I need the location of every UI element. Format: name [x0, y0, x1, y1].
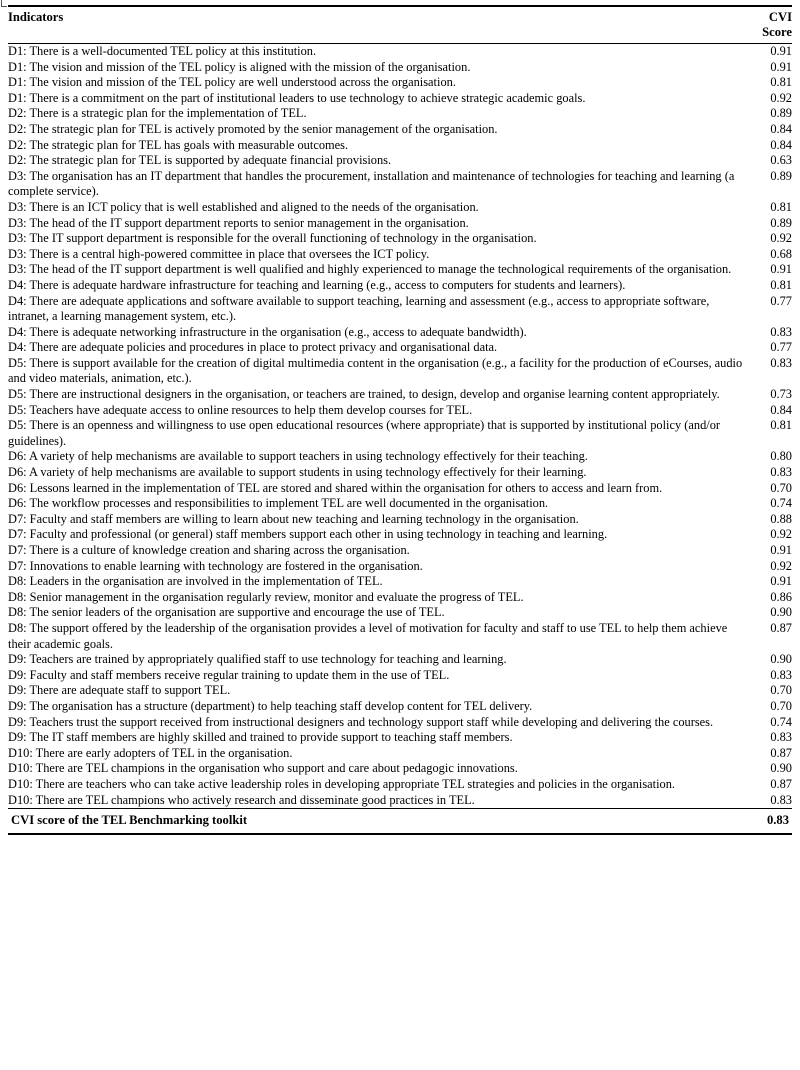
indicator-cell: D9: Teachers are trained by appropriately qualified staff to use technology for teaching and learning.: [8, 652, 507, 667]
total-row: [8, 809, 792, 834]
indicator-cell: D4: There is adequate networking infrastructure in the organisation (e.g., access to adequate bandwidth).: [8, 324, 527, 339]
table-row: [8, 75, 792, 91]
table-row: [8, 418, 792, 449]
cvi-score-cell: 0.88: [770, 511, 792, 526]
table-row: [8, 106, 792, 122]
indicator-cell: D6: A variety of help mechanisms are available to support teachers in using technology effectively for their teaching.: [8, 449, 588, 464]
cvi-score-cell: 0.81: [770, 199, 792, 214]
cvi-score-cell: 0.84: [770, 402, 792, 417]
indicator-cell: D2: There is a strategic plan for the implementation of TEL.: [8, 106, 307, 121]
table-row: [8, 91, 792, 107]
indicator-cell: D9: Teachers trust the support received from instructional designers and technology support staff while developing and delivering the courses.: [8, 714, 714, 729]
indicator-cell: D1: There is a commitment on the part of institutional leaders to use technology to achieve strategic academic goals.: [8, 90, 586, 105]
cvi-score-cell: 0.90: [770, 605, 792, 620]
table-row: [8, 169, 792, 200]
cvi-score-cell: 0.91: [770, 44, 792, 58]
cvi-score-cell: 0.92: [770, 231, 792, 246]
table-row: [8, 138, 792, 154]
indicator-cell: D5: There is an openness and willingness to use open educational resources (where appropriate) that is supported by institutional policy (and/or guidelines).: [8, 418, 721, 448]
table-row: [8, 449, 792, 465]
cvi-score-cell: 0.83: [770, 792, 792, 807]
table-row: [8, 683, 792, 699]
indicator-cell: D3: There is an ICT policy that is well established and aligned to the needs of the organisation.: [8, 199, 479, 214]
table-row: [8, 527, 792, 543]
indicator-cell: D9: The IT staff members are highly skilled and trained to provide support to teaching staff members.: [8, 730, 513, 745]
cvi-score-cell: 0.80: [770, 449, 792, 464]
table-row: [8, 668, 792, 684]
table-row: [8, 231, 792, 247]
indicator-cell: D8: Senior management in the organisation regularly review, monitor and evaluate the progress of TEL.: [8, 589, 524, 604]
cvi-score-cell: 0.83: [770, 730, 792, 745]
cvi-score-cell: 0.91: [770, 59, 792, 74]
table-row: [8, 605, 792, 621]
indicator-cell: D4: There are adequate policies and procedures in place to protect privacy and organisational data.: [8, 340, 498, 355]
cvi-score-cell: 0.74: [770, 496, 792, 511]
table-row: [8, 387, 792, 403]
table-row: [8, 652, 792, 668]
cvi-score-cell: 0.90: [770, 761, 792, 776]
table-row: [8, 262, 792, 278]
indicator-cell: D5: There is support available for the creation of digital multimedia content in the organisation (e.g., a facility for the production of eCourses, audio and video materials, animation, etc.).: [8, 355, 743, 386]
table-row: [8, 559, 792, 575]
table-row: [8, 216, 792, 232]
indicator-cell: D7: Faculty and professional (or general) staff members support each other in using technology in teaching and learning.: [8, 527, 608, 542]
cvi-score-cell: 0.63: [770, 153, 792, 168]
table-row: [8, 403, 792, 419]
indicator-cell: D8: The support offered by the leadership of the organisation provides a level of motivation for faculty and staff to use TEL to help them achieve their academic goals.: [8, 620, 728, 651]
cvi-score-table: [8, 5, 792, 835]
column-header-indicators: Indicators: [8, 6, 750, 44]
table-row: [8, 512, 792, 528]
cvi-score-cell: 0.92: [770, 527, 792, 542]
indicator-cell: D6: A variety of help mechanisms are available to support students in using technology effectively for their learning.: [8, 465, 587, 480]
column-header-cvi-line1: CVI: [768, 10, 792, 24]
indicator-cell: D2: The strategic plan for TEL has goals with measurable outcomes.: [8, 137, 349, 152]
table-body: [8, 44, 792, 809]
table-footer: [8, 809, 792, 834]
indicator-cell: D3: The organisation has an IT department that handles the procurement, installation and maintenance of technologies for teaching and learning (a complete service).: [8, 168, 735, 199]
table-row: [8, 777, 792, 793]
indicator-cell: D1: The vision and mission of the TEL policy is aligned with the mission of the organisation.: [8, 59, 471, 74]
table-row: [8, 44, 792, 60]
cvi-score-cell: 0.87: [770, 745, 792, 760]
indicator-cell: D8: Leaders in the organisation are involved in the implementation of TEL.: [8, 574, 383, 589]
cvi-score-cell: 0.89: [770, 215, 792, 230]
indicator-cell: D3: The IT support department is responsible for the overall functioning of technology in the organisation.: [8, 231, 537, 246]
table-row: [8, 340, 792, 356]
cvi-score-cell: 0.83: [770, 667, 792, 682]
indicator-cell: D10: There are teachers who can take active leadership roles in developing appropriate TEL strategies and policies in the organisation.: [8, 776, 676, 791]
table-row: [8, 247, 792, 263]
cvi-score-cell: 0.84: [770, 121, 792, 136]
cvi-score-cell: 0.70: [770, 480, 792, 495]
cvi-score-cell: 0.84: [770, 137, 792, 152]
indicator-cell: D9: There are adequate staff to support TEL.: [8, 683, 231, 698]
table-row: [8, 153, 792, 169]
table-header: [8, 6, 792, 44]
indicator-cell: D9: The organisation has a structure (department) to help teaching staff develop content for TEL delivery.: [8, 698, 533, 713]
table-row: [8, 356, 792, 387]
table-row: [8, 761, 792, 777]
total-label: CVI score of the TEL Benchmarking toolkit: [8, 809, 750, 834]
table-row: [8, 122, 792, 138]
table-row: [8, 294, 792, 325]
table-row: [8, 574, 792, 590]
cvi-score-cell: 0.91: [770, 574, 792, 589]
cvi-score-cell: 0.87: [770, 620, 792, 635]
indicator-cell: D2: The strategic plan for TEL is supported by adequate financial provisions.: [8, 153, 392, 168]
table-row: [8, 543, 792, 559]
cvi-score-cell: 0.81: [770, 277, 792, 292]
table-row: [8, 746, 792, 762]
column-header-cvi-line2: Score: [762, 25, 792, 39]
column-header-cvi-score: [750, 6, 792, 44]
cvi-score-cell: 0.91: [770, 262, 792, 277]
indicator-cell: D10: There are early adopters of TEL in the organisation.: [8, 745, 293, 760]
indicator-cell: D4: There is adequate hardware infrastructure for teaching and learning (e.g., access to computers for students and learners).: [8, 277, 626, 292]
indicator-cell: D7: There is a culture of knowledge creation and sharing across the organisation.: [8, 543, 410, 557]
cvi-score-cell: 0.77: [770, 293, 792, 308]
indicator-cell: D5: Teachers have adequate access to online resources to help them develop courses for TEL.: [8, 402, 473, 417]
crop-mark: [1, 0, 7, 7]
table-row: [8, 200, 792, 216]
cvi-score-cell: 0.87: [770, 776, 792, 791]
indicator-cell: D4: There are adequate applications and software available to support teaching, learning and assessment (e.g., access to appropriate software, intranet, a learning management system, etc.).: [8, 293, 710, 324]
table-row: [8, 730, 792, 746]
indicator-cell: D1: There is a well-documented TEL policy at this institution.: [8, 44, 317, 58]
indicator-cell: D9: Faculty and staff members receive regular training to update them in the use of TEL.: [8, 667, 450, 682]
indicator-cell: D10: There are TEL champions in the organisation who support and care about pedagogic innovations.: [8, 761, 518, 776]
table-row: [8, 278, 792, 294]
table-row: [8, 715, 792, 731]
table-row: [8, 699, 792, 715]
cvi-score-cell: 0.89: [770, 106, 792, 121]
cvi-score-cell: 0.81: [770, 418, 792, 433]
cvi-score-cell: 0.74: [770, 714, 792, 729]
table-row: [8, 481, 792, 497]
table-header-row: [8, 6, 792, 44]
table-row: [8, 465, 792, 481]
cvi-score-cell: 0.92: [770, 558, 792, 573]
indicator-cell: D3: The head of the IT support department reports to senior management in the organisation.: [8, 215, 469, 230]
cvi-score-cell: 0.83: [770, 355, 792, 370]
cvi-score-cell: 0.92: [770, 90, 792, 105]
cvi-score-cell: 0.81: [770, 75, 792, 90]
table-row: [8, 590, 792, 606]
cvi-score-cell: 0.70: [770, 683, 792, 698]
cvi-score-cell: 0.73: [770, 387, 792, 402]
cvi-score-cell: 0.83: [770, 465, 792, 480]
indicator-cell: D2: The strategic plan for TEL is actively promoted by the senior management of the organisation.: [8, 121, 498, 136]
cvi-score-cell: 0.91: [770, 543, 792, 557]
cvi-score-cell: 0.90: [770, 652, 792, 667]
indicator-cell: D6: The workflow processes and responsibilities to implement TEL are well documented in the organisation.: [8, 496, 549, 511]
indicator-cell: D10: There are TEL champions who actively research and disseminate good practices in TEL.: [8, 792, 475, 807]
indicator-cell: D3: The head of the IT support department is well qualified and highly experienced to manage the technological requirements of the organisation.: [8, 262, 732, 277]
indicator-cell: D7: Innovations to enable learning with technology are fostered in the organisation.: [8, 558, 423, 573]
table-row: [8, 793, 792, 809]
cvi-score-cell: 0.83: [770, 324, 792, 339]
cvi-score-cell: 0.89: [770, 168, 792, 183]
table-row: [8, 621, 792, 652]
indicator-cell: D5: There are instructional designers in the organisation, or teachers are trained, to design, develop and organise learning content appropriately.: [8, 387, 720, 402]
indicator-cell: D3: There is a central high-powered committee in place that oversees the ICT policy.: [8, 246, 430, 261]
indicator-cell: D7: Faculty and staff members are willing to learn about new teaching and learning technology in the organisation.: [8, 511, 579, 526]
cvi-score-cell: 0.86: [770, 589, 792, 604]
cvi-score-cell: 0.68: [770, 246, 792, 261]
total-score: 0.83: [750, 809, 792, 834]
table-row: [8, 60, 792, 76]
table-row: [8, 325, 792, 341]
indicator-cell: D1: The vision and mission of the TEL policy are well understood across the organisation.: [8, 75, 456, 90]
cvi-score-cell: 0.77: [770, 340, 792, 355]
indicator-cell: D6: Lessons learned in the implementation of TEL are stored and shared within the organisation for others to access and learn from.: [8, 480, 663, 495]
cvi-score-cell: 0.70: [770, 698, 792, 713]
table-row: [8, 496, 792, 512]
indicator-cell: D8: The senior leaders of the organisation are supportive and encourage the use of TEL.: [8, 605, 445, 620]
